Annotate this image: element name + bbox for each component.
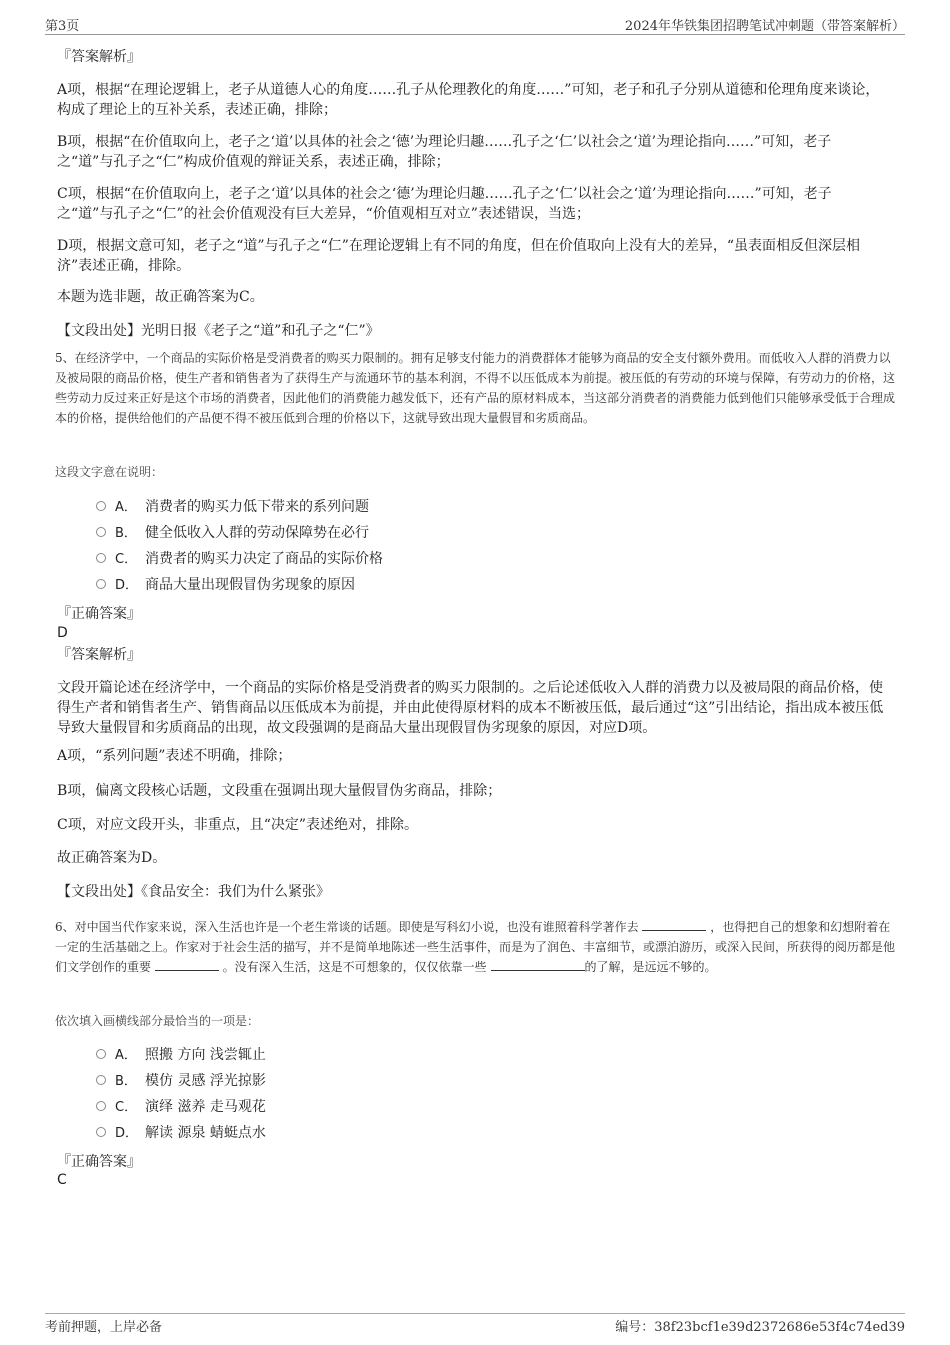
blank-2 [155,957,219,971]
radio-icon[interactable] [96,579,106,589]
q6-option-b[interactable]: B． 模仿 灵感 浮光掠影 [96,1071,266,1091]
q4-analysis-label: 『答案解析』 [57,49,141,65]
q5-option-c[interactable]: C． 消费者的购买力决定了商品的实际价格 [96,549,383,569]
q6-option-c[interactable]: C． 演绎 滋养 走马观花 [96,1097,266,1117]
blank-1 [642,917,706,931]
q6-stem: 6、对中国当代作家来说，深入生活也许是一个老生常谈的话题。即使是写科幻小说，也没有谁照着科学著作去 ，也得把自己的想象和幻想附着在一定的生活基础之上。作家对于社会生活的描写，并不是简单地陈述一些生活事件，而是为了润色、丰富细节，或漂泊游历，或深入民间，所获得的阅历都是他们文学创作的重要 。没有深入生活，这是不可想象的，仅仅依靠一些 的了解，是远远不够的。 [55,917,897,977]
q5-prompt: 这段文字意在说明： [55,465,164,479]
q4-analysis-b: B项，根据“在价值取向上，老子之‘道’以具体的社会之‘德’为理论归趣……孔子之‘仁’以社会之‘道’为理论指向……”可知，老子之“道”与孔子之“仁”构成价值观的辩证关系，表述正确，排除； [57,134,832,170]
radio-icon[interactable] [96,553,106,563]
radio-icon[interactable] [96,501,106,511]
q5-option-a[interactable]: A． 消费者的购买力低下带来的系列问题 [96,497,369,517]
q4-analysis-d: D项，根据文意可知，老子之“道”与孔子之“仁”在理论逻辑上有不同的角度，但在价值取向上没有大的差异，“虽表面相反但深层相济”表述正确，排除。 [57,238,861,274]
q5-stem: 5、在经济学中，一个商品的实际价格是受消费者的购买力限制的。拥有足够支付能力的消费群体才能够为商品的安全支付额外费用。而低收入人群的消费力以及被局限的商品价格，使生产者和销售者为了获得生产与流通环节的基本利润，不得不以压低成本为前提。被压低的有劳动的环境与保障，有劳动力的价格，这些劳动力反过来正好是这个市场的消费者，因此他们的消费能力越发低下，还有产品的原材料成本，当这部分消费者的消费能力低到他们只能够承受低于合理成本的价格，提供给他们的产品便不得不被压低到合理的价格以下，这就导致出现大量假冒和劣质商品。 [55,351,896,425]
q4-conclusion: 本题为选非题，故正确答案为C。 [57,289,264,305]
q6-option-a[interactable]: A． 照搬 方向 浅尝辄止 [96,1045,266,1065]
radio-icon[interactable] [96,1127,106,1137]
document-code: 编号：38f23bcf1e39d2372686e53f4c74ed39 [615,1320,905,1335]
q5-option-d[interactable]: D． 商品大量出现假冒伪劣现象的原因 [96,575,355,595]
q5-analysis: 文段开篇论述在经济学中，一个商品的实际价格是受消费者的购买力限制的。之后论述低收入人群的消费力以及被局限的商品价格，使得生产者和销售者生产、销售商品以压低成本为前提，并由此使得原材料的成本不断被压低，最后通过“这”引出结论，指出成本被压低导致大量假冒和劣质商品的出现，故文段强调的是商品大量出现假冒伪劣现象的原因，对应D项。 [57,680,884,736]
page-header [45,14,905,35]
document-title: 2024年华铁集团招聘笔试冲刺题（带答案解析） [624,19,905,34]
q6-answer: C [57,1172,67,1188]
q4-analysis-c: C项，根据“在价值取向上，老子之‘道’以具体的社会之‘德’为理论归趣……孔子之‘仁’以社会之‘道’为理论指向……”可知，老子之“道”与孔子之“仁”的社会价值观没有巨大差异，“价值观相互对立”表述错误，当选； [57,186,832,222]
q6-prompt: 依次填入画横线部分最恰当的一项是： [55,1014,260,1028]
q4-source: 【文段出处】光明日报《老子之“道”和孔子之“仁”》 [57,323,380,339]
q5-analysis-a: A项，“系列问题”表述不明确，排除； [57,748,292,764]
footer-slogan: 考前押题，上岸必备 [45,1320,163,1335]
q5-answer-label: 『正确答案』 [57,606,141,622]
q6-option-d[interactable]: D． 解读 源泉 蜻蜓点水 [96,1123,266,1143]
q6-answer-label: 『正确答案』 [57,1154,141,1170]
page-number: 第3页 [45,19,80,34]
q5-analysis-c: C项，对应文段开头，非重点，且“决定”表述绝对，排除。 [57,817,419,833]
q5-analysis-label: 『答案解析』 [57,647,141,663]
q5-option-b[interactable]: B． 健全低收入人群的劳动保障势在必行 [96,523,369,543]
q5-answer: D [57,625,68,641]
q5-conclusion: 故正确答案为D。 [57,850,167,866]
blank-3 [491,957,585,971]
radio-icon[interactable] [96,1049,106,1059]
radio-icon[interactable] [96,1101,106,1111]
q5-source: 【文段出处】《食品安全：我们为什么紧张》 [57,884,330,900]
radio-icon[interactable] [96,527,106,537]
radio-icon[interactable] [96,1075,106,1085]
q5-analysis-b: B项，偏离文段核心话题，文段重在强调出现大量假冒伪劣商品，排除； [57,783,502,799]
q4-analysis-a: A项，根据“在理论逻辑上，老子从道德人心的角度……孔子从伦理教化的角度……”可知，老子和孔子分别从道德和伦理角度来谈论，构成了理论上的互补关系，表述正确，排除； [57,82,880,118]
page-footer [45,1313,905,1336]
